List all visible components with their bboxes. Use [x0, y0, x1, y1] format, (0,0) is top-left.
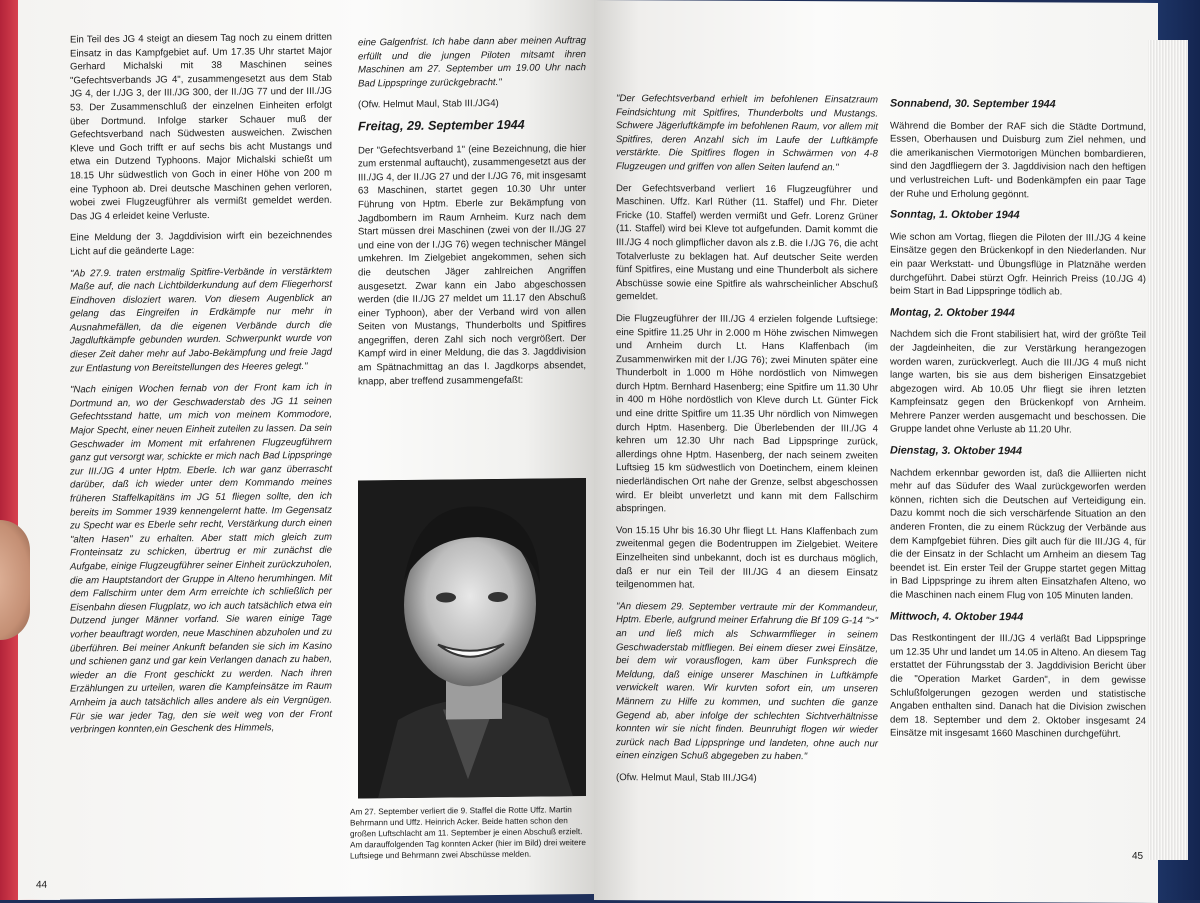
right-page-column-2	[890, 92, 1146, 750]
paragraph: Eine Meldung der 3. Jagddivision wirft ein bezeichnendes Licht auf die geänderte Lage:	[70, 230, 332, 258]
paragraph: Von 15.15 Uhr bis 16.30 Uhr fliegt Lt. Hans Klaffenbach zum zweitenmal gegen die Bodentruppen im Zielgebiet. Weitere Einzelheiten sind unbekannt, doch ist es durchaus möglich, daß er nur ein Teil der III./JG 4 an diesem Einsatz teilgenommen hat.	[616, 524, 878, 591]
paragraph: Ein Teil des JG 4 steigt an diesem Tag noch zu einem dritten Einsatz in das Kampfgebiet auf. Um 17.35 Uhr startet Major Gerhard Michalski mit 38 Maschinen seines "Gefechtsverbands JG 4", zusammengesetzt aus dem Stab JG 4, der I./JG 3, der III./JG 300, der II./JG 77 und der III./JG 53. Der Zusammenschluß der einzelnen Einheiten erfolgt über Dortmund. Infolge starker Schauer muß der Gefechtsverband nach Südwesten ausweichen. Zwischen Kleve und Goch trifft er auf sechs bis acht Mustangs und etwa ein Dutzend Typhoons. Major Michalski schießt um 18.15 Uhr südwestlich von Goch in einer Höhe von 200 m eine Typhoon ab. Drei deutsche Maschinen gehen verloren, wobei zwei Flugzeugführer als vermißt gemeldet werden. Das JG 4 erleidet keine Verluste.	[70, 31, 332, 223]
day-heading: Dienstag, 3. Oktober 1944	[890, 444, 1023, 458]
paragraph: Die Flugzeugführer der III./JG 4 erzielen folgende Luftsiege: eine Spitfire 11.25 Uhr in 2.000 m Höhe zwischen Nimwegen und Arnheim durch Lt. Hans Klaffenbach (im Zusammenwirken mit der I./JG 76); zwei Minuten später eine Thunderbolt in 1.000 m Höhe nordöstlich von Nimwegen durch Hptm. Bernhard Hasenberg; eine Spitfire um 11.30 Uhr in 400 m Höhe nordöstlich von Kleve durch Lt. Günter Fick und eine dritte Spitfire um 11.35 Uhr nördlich von Nimwegen durch Hptm. Hasenberg. Die Überlebenden der III./JG 4 kehren um 12.30 Uhr nach Bad Lippspringe zurück, allerdings ohne Hptm. Hasenberg, der nach seinem zweiten Luftsieg 15 km südwestlich von Doetinchem, einem kleinen niederländischen Ort nahe der Grenze, selbst abgeschossen wird. Er bleibt unverletzt und kann mit dem Fallschirm abspringen.	[616, 313, 878, 515]
paragraph: Der "Gefechtsverband 1" (eine Bezeichnung, die hier zum erstenmal auftaucht), zusammengesetzt aus der III./JG 4, der II./JG 27 und der I./JG 76, mit insgesamt 63 Maschinen, startet gegen 10.30 Uhr unter Führung von Hptm. Eberle zur Bekämpfung von Jagdbombern im Raum Arnheim. Kurz nach dem Start müssen drei Maschinen (zwei von der II./JG 27 und eine von der I./JG 76) wegen technischer Mängel umkehren. Im Zielgebiet angekommen, sehen sich die deutschen Jäger zahlreichen Angriffen ausgesetzt. Zwar kann ein Jabo abgeschossen werden (die II./JG 27 meldet um 11.17 den Abschuß einer Typhoon), aber der Verband wird von allen Seiten von Mustangs, Thunderbolts und Spitfires angegriffen, deren Zahl sich noch vergrößert. Der Kampf wird in einer Meldung, die das 3. Jagddivision am Spätnachmittag an das I. Jagdkorps absendet, knapp, aber treffend zusammengefaßt:	[358, 142, 586, 388]
attribution: (Ofw. Helmut Maul, Stab III./JG4)	[616, 772, 757, 784]
left-page-column-2	[358, 34, 586, 397]
paragraph: Der Gefechtsverband verliert 16 Flugzeugführer und Maschinen. Uffz. Karl Rüther (11. Staffel) und Fhr. Dieter Fricke (10. Staffel) werden vermißt und Gefr. Lorenz Grüner (11. Staffel) wird bei Kleve tot aufgefunden. Damit kommt die III./JG 4 noch glimpflicher davon als z.B. die I./JG 76, die acht Totalverluste zu beklagen hat. Auf deutscher Seite werden fünf Spitfires, eine Mustang und eine Thunderbolt als sichere Abschüsse sowie eine Spitfire als wahrscheinlicher Abschuß gemeldet.	[616, 182, 878, 303]
portrait-photo	[358, 478, 586, 798]
section-heading: Freitag, 29. September 1944	[358, 117, 525, 134]
day-heading: Mittwoch, 4. Oktober 1944	[890, 610, 1024, 623]
page-number: 44	[36, 879, 48, 891]
page-number: 45	[1132, 850, 1144, 862]
open-book	[18, 0, 1188, 900]
day-heading: Sonnabend, 30. September 1944	[890, 97, 1056, 111]
left-page-column-1	[70, 31, 332, 745]
left-page	[18, 0, 594, 900]
quote-paragraph: "Nach einigen Wochen fernab von der Front kam ich in Dortmund an, wo der Geschwaderstab des JG 11 seinen Gefechtsstand hatte, um mich von meinem Kommodore, Major Specht, einer neuen Einheit zuteilen zu lassen. Da sein Geschwader im Moment mit erfahrenen Flugzeugführern ganz gut versorgt war, schickte er mich nach Bad Lippspringe zur III./JG 4 unter Hptm. Eberle. Ich war ganz überrascht darüber, daß ich wieder unter dem Kommando meines früheren Staffelkapitäns im JG 51 fliegen sollte, den ich bereits im Sommer 1939 kennengelernt hatte. Im Gegensatz zu Specht war es Eberle sehr recht, Verstärkung durch einen "alten Hasen" zu erhalten. Aber statt mich gleich zum Fronteinsatz zu schicken, übertrug er mir zunächst die Aufgabe, einige Flugzeugführer seiner Einheit zurückzuholen, die am Hauptstandort der Gruppe in Alteno herumhingen. Mit dem Fallschirm unter dem Arm erreichte ich schließlich per Eisenbahn diesen Flugplatz, wo ich auch tatsächlich etwa ein Dutzend junger Männer vorfand. Sie waren einige Tage vorher beauftragt worden, neue Maschinen abzuholen und zu überführen. Bei meiner Ankunft befanden sie sich im Kasino und schienen ganz und gar kein Verlangen danach zu haben, wieder an die Front geschickt zu werden. Nach ihren Erzählungen zu urteilen, waren die Kampfeinsätze im Raum Arnheim ja auch tatsächlich alles andere als ein Vergnügen. Für sie war jeder Tag, den sie weit weg von der Front verbringen konnten,ein Geschenk des Himmels,	[70, 381, 332, 736]
day-heading: Sonntag, 1. Oktober 1944	[890, 208, 1020, 222]
paragraph: Nachdem sich die Front stabilisiert hat, wird der größte Teil der Jagdeinheiten, die zur Verstärkung herangezogen worden waren, zurückverlegt. Auch die III./JG 4 muß nicht lange warten, bis sie aus dem bisherigen Einsatzgebiet abgezogen wird. Ab 10.05 Uhr fliegt sie ihren letzten Kampfeinsatz gegen den Brückenkopf von Arnheim. Mehrere Panzer werden ausgemacht und beschossen. Die Gruppe landet ohne Verluste ab 11.20 Uhr.	[890, 328, 1146, 436]
paragraph: Nachdem erkennbar geworden ist, daß die Alliierten nicht mehr auf das Südufer des Waal zurückgeworfen werden können, richten sich die Deutschen auf Verteidigung ein. Dazu kommt noch die sich verschärfende Situation an den anderen Fronten, die zu einem Rückzug der Verbände aus dem Kampfgebiet führen. Dies gilt auch für die III./JG 4, für die der Einsatz in der Schlacht um Arnheim an diesem Tag beendet ist. Ein erster Teil der Gruppe startet gegen Mittag in Bad Lippspringe zu ihrem alten Einsatzhafen Alteno, wo die Maschinen nach einem Flug von 105 Minuten landen.	[890, 467, 1146, 602]
portrait-illustration	[358, 478, 586, 798]
right-page-column-1	[616, 92, 878, 794]
photo-caption: Am 27. September verliert die 9. Staffel die Rotte Uffz. Martin Behrmann und Uffz. Heinrich Acker. Beide hatten schon den großen Luftschlacht am 11. September je einen Abschuß erzielt. Am darauffolgenden Tag konnten Acker (hier im Bild) drei weitere Luftsiege und Behrmann zwei Abschüsse melden.	[350, 805, 586, 861]
paragraph: Wie schon am Vortag, fliegen die Piloten der III./JG 4 keine Einsätze gegen den Brückenkopf in den Niederlanden. Nur ein paar Werkstatt- und Übungsflüge in Platznähe werden durchgeführt. Dabei stürzt Ogfr. Heinrich Preiss (10./JG 4) beim Start in Bad Lippspringe tödlich ab.	[890, 231, 1146, 298]
page-edges	[1148, 40, 1188, 860]
quote-paragraph: eine Galgenfrist. Ich habe dann aber meinen Auftrag erfüllt und die jungen Piloten mitsamt ihren Maschinen am 27. September um 19.00 Uhr nach Bad Lippspringe zurückgebracht."	[358, 35, 586, 90]
paragraph: Das Restkontingent der III./JG 4 verläßt Bad Lippspringe um 12.35 Uhr und landet um 14.05 in Alteno. An diesem Tag erstattet der Führungsstab der 3. Jagddivision Bericht über die "Operation Market Garden", in dem gewisse Schlußfolgerungen gezogen werden und statistische Angaben enthalten sind. Danach hat die Division zwischen dem 18. September und dem 2. Oktober insgesamt 24 Einsätze mit insgesamt 1660 Maschinen durchgeführt.	[890, 632, 1146, 741]
right-page	[594, 0, 1158, 903]
thumb	[0, 520, 30, 640]
quote-paragraph: "An diesem 29. September vertraute mir der Kommandeur, Hptm. Eberle, aufgrund meiner Erfahrung die Bf 109 G-14 ">" an und ließ mich als Schwarmflieger in seinem Geschwaderstab mitfliegen. Bei einem dieser zwei Einsätze, bei dem wir vorausflogen, kam über Funksprech die Meldung, daß einige unserer Maschinen in Luftkämpfe verwickelt waren. Wir kurvten sofort ein, um unseren Männern zu Hilfe zu kommen, und suchten die ganze Gegend ab, aber infolge der schlechten Sichtverhältnisse konnten wir sie nicht finden. Beunruhigt flogen wir wieder zurück nach Bad Lippspringe und landeten, ohne auch nur einen einzigen Schuß abgegeben zu haben."	[616, 600, 878, 763]
day-heading: Montag, 2. Oktober 1944	[890, 306, 1015, 319]
quote-paragraph: "Der Gefechtsverband erhielt im befohlenen Einsatzraum Feindsichtung mit Spitfires, Thunderbolts und Mustangs. Schwere Jägerluftkämpfe im befohlenen Raum, vor allem mit Spitfires, deren Anzahl sich im Laufe der Luftkämpfe verstärkte. Die Spitfires flogen in Schwärmen von 4-8 Flugzeugen und griffen von allen Seiten laufend an."	[616, 93, 878, 174]
quote-paragraph: "Ab 27.9. traten erstmalig Spitfire-Verbände in verstärktem Maße auf, die nach Lichtbilderkundung auf dem Fliegerhorst Eindhoven disloziert waren. Von diesem Augenblick an gelang das Eingreifen in Erdkämpfe nur mehr in Ausnahmefällen, da die eigenen Verbände durch die Jagdluftkämpfe gebunden wurden. Schwerpunkt wurde von dieser Zeit daher mehr auf Jabo-Bekämpfung und freie Jagd zur Entlastung von Bereitstellungen des Heeres gelegt."	[70, 265, 332, 375]
paragraph: Während die Bomber der RAF sich die Städte Dortmund, Essen, Oberhausen und Duisburg zum Ziel nehmen, und die amerikanischen Viermotorigen München bombardieren, sind den Jagdfliegern der 3. Jagddivision nach den heftigen und verlustreichen Luft- und Bodenkämpfen ein paar Tage der Ruhe und Erholung gegönnt.	[890, 120, 1146, 200]
attribution: (Ofw. Helmut Maul, Stab III./JG4)	[358, 98, 499, 111]
